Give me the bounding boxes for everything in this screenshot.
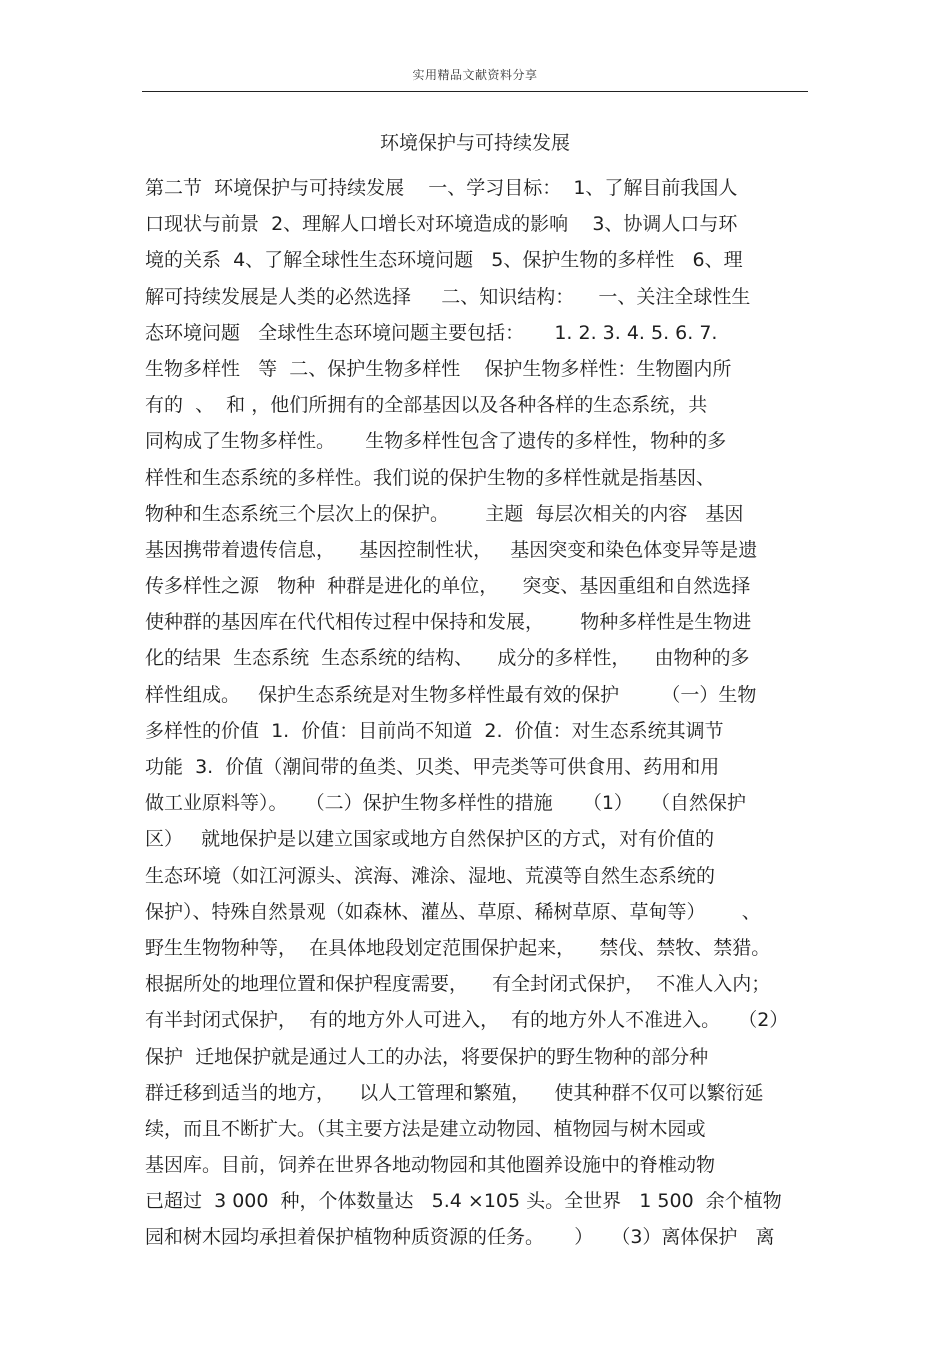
body-line: 多样性的价值 1. 价值：目前尚不知道 2. 价值：对生态系统其调节 (145, 719, 724, 742)
body-line: 传多样性之源 物种 种群是进化的单位， 突变、基因重组和自然选择 (145, 575, 751, 598)
body-line: 保护）、特殊自然景观（如森林、灌丛、草原、稀树草原、草甸等） 、 (145, 900, 761, 923)
body-line: 境的关系 4、了解全球性生态环境问题 5、保护生物的多样性 6、理 (145, 249, 743, 272)
body-line: 有半封闭式保护， 有的地方外人可进入， 有的地方外人不准进入。 （2） (145, 1009, 789, 1032)
body-line: 群迁移到适当的地方， 以人工管理和繁殖， 使其种群不仅可以繁衍延 (145, 1081, 764, 1104)
body-line: 有的 、 和 ，他们所拥有的全部基因以及各种各样的生态系统，共 (145, 394, 708, 417)
body-line: 第二节 环境保护与可持续发展 一、学习目标： 1、了解目前我国人 (145, 177, 738, 199)
body-line: 化的结果 生态系统 生态系统的结构、 成分的多样性， 由物种的多 (145, 647, 750, 670)
body-line: 样性组成。 保护生态系统是对生物多样性最有效的保护 （一）生物 (145, 683, 757, 706)
header-divider (142, 91, 808, 92)
body-line: 生物多样性 等 二、保护生物多样性 保护生物多样性：生物圈内所 (145, 357, 732, 380)
body-line: 生态环境（如江河源头、滨海、滩涂、湿地、荒漠等自然生态系统的 (145, 864, 716, 887)
body-line: 基因库。目前，饲养在世界各地动物园和其他圈养设施中的脊椎动物 (145, 1154, 716, 1177)
body-line: 态环境问题 全球性生态环境问题主要包括： 1. 2. 3. 4. 5. 6. 7. (145, 321, 718, 344)
body-line: 功能 3. 价值（潮间带的鱼类、贝类、甲壳类等可供食用、药用和用 (145, 756, 720, 778)
body-line: 已超过 3 000 种，个体数量达 5.4 ×105 头。全世界 1 500 余个植物 (145, 1190, 782, 1213)
body-line: 解可持续发展是人类的必然选择 二、知识结构： 一、关注全球性生 (145, 285, 751, 308)
body-line: 根据所处的地理位置和保护程度需要， 有全封闭式保护， 不准人入内； (145, 973, 771, 996)
body-line: 基因携带着遗传信息， 基因控制性状， 基因突变和染色体变异等是遗 (145, 538, 758, 561)
body-line: 野生生物物种等， 在具体地段划定范围保护起来， 禁伐、禁牧、禁猎。 (145, 936, 771, 959)
document-title: 环境保护与可持续发展 (379, 132, 570, 154)
body-line: 物种和生态系统三个层次上的保护。 主题 每层次相关的内容 基因 (145, 502, 744, 525)
body-line: 样性和生态系统的多样性。我们说的保护生物的多样性就是指基因、 (145, 466, 716, 489)
body-line: 口现状与前景 2、理解人口增长对环境造成的影响 3、协调人口与环 (145, 213, 738, 236)
body-line: 续，而且不断扩大。（其主要方法是建立动物园、植物园与树木园或 (145, 1117, 706, 1140)
page-header: 实用精品文献资料分享 (412, 68, 538, 82)
body-line: 园和树木园均承担着保护植物种质资源的任务。 ） （3）离体保护 离 (145, 1226, 775, 1249)
body-line: 保护 迁地保护就是通过人工的办法，将要保护的野生物种的部分种 (145, 1045, 709, 1068)
document-body (145, 170, 810, 1256)
body-line: 使种群的基因库在代代相传过程中保持和发展， 物种多样性是生物进 (145, 611, 752, 634)
body-line: 同构成了生物多样性。 生物多样性包含了遗传的多样性，物种的多 (145, 430, 727, 453)
body-line: 做工业原料等）。 （二）保护生物多样性的措施 （1） （自然保护 (145, 792, 747, 815)
body-line: 区） 就地保护是以建立国家或地方自然保护区的方式，对有价值的 (145, 828, 715, 851)
